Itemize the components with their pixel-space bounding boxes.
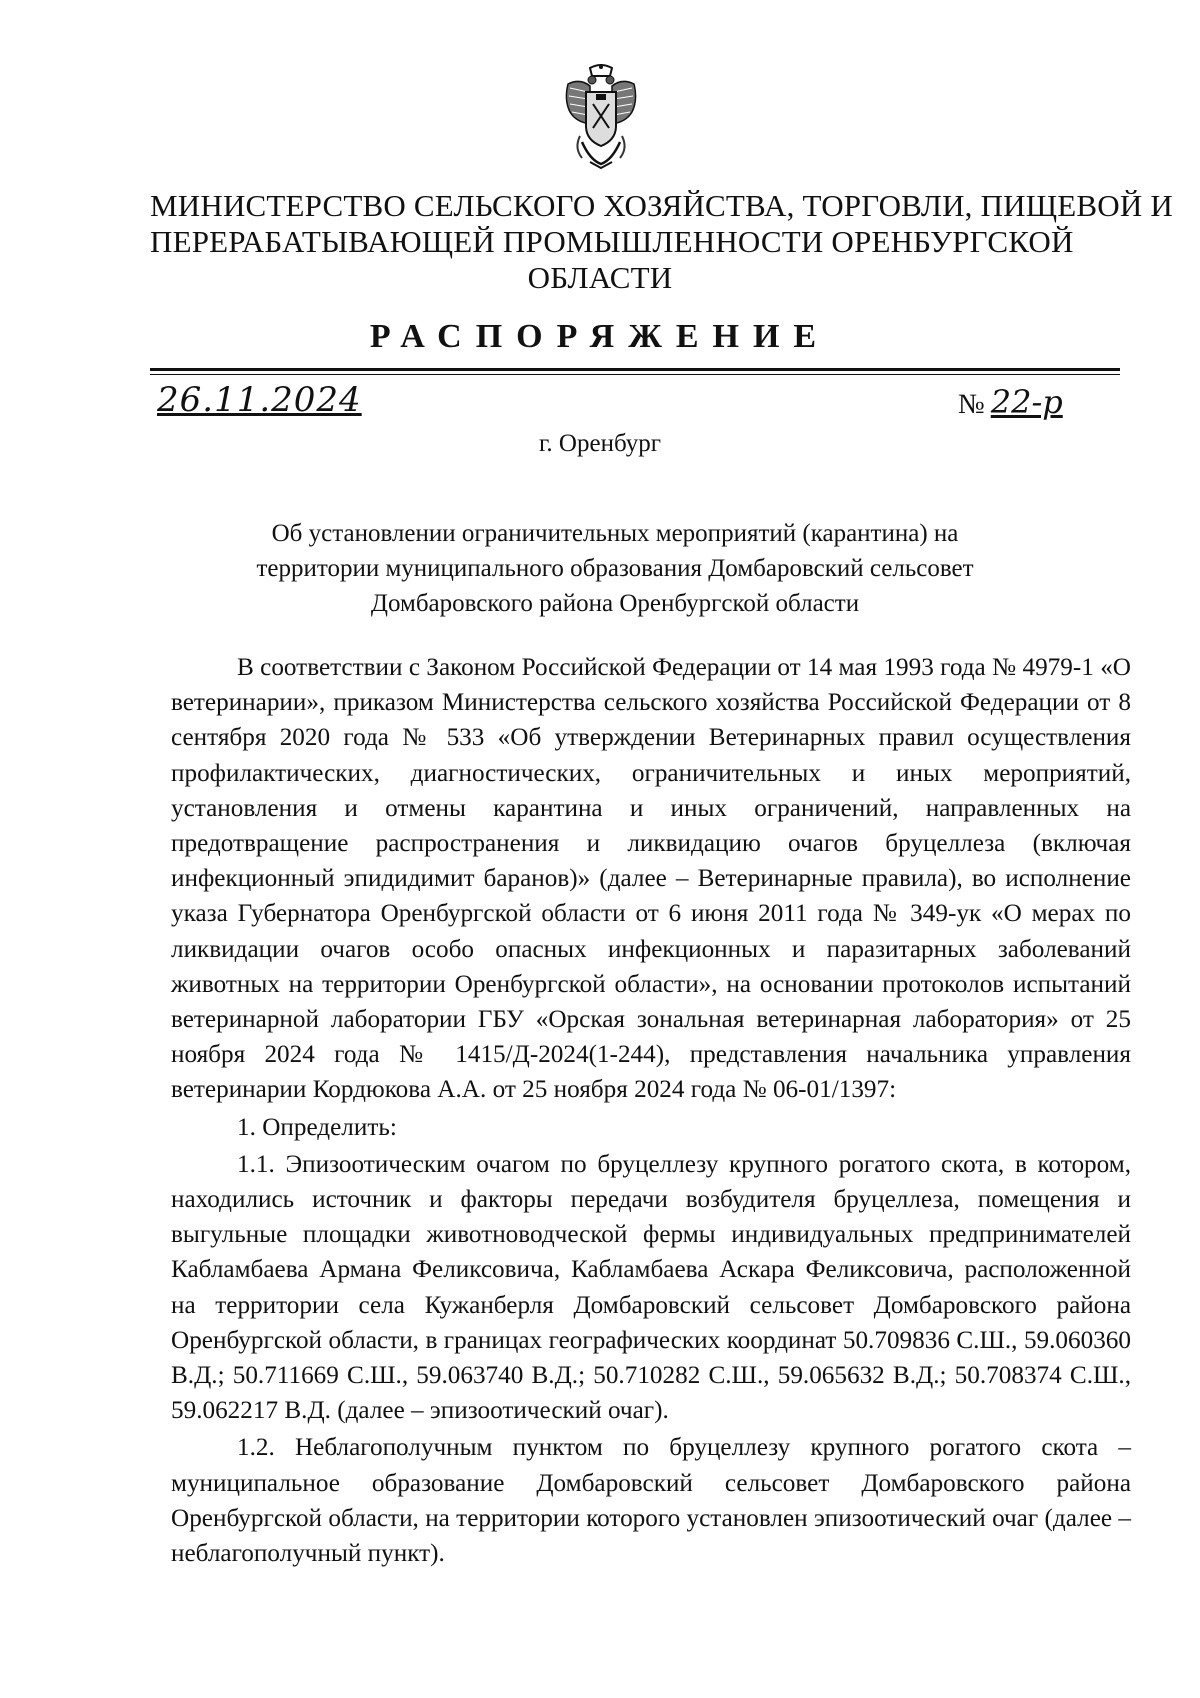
preamble-paragraph: В соответствии с Законом Российской Федерации от 14 мая 1993 года № 4979-1 «О ветеринарии», приказом Министерства сельского хозяйства Российской Федерации от 8 сентября 2020 года № 533 «Об утверждении Ветеринарных правил осуществления профилактических, диагностических, ограничительных и иных мероприятий, установления и отмены карантина и иных ограничений, направленных на предотвращение распространения и ликвидацию очагов бруцеллеза (включая инфекционный эпидидимит баранов)» (далее – Ветеринарные правила), во исполнение указа Губернатора Оренбургской области от 6 июня 2011 года № 349-ук «О мерах по ликвидации очагов особо опасных инфекционных и паразитарных заболеваний животных на территории Оренбургской области», на основании протоколов испытаний ветеринарной лаборатории ГБУ «Орская зональная ветеринарная лаборатория» от 25 ноября 2024 года № 1415/Д-2024(1-244), представления начальника управления ветеринарии Кордюкова А.А. от 25 ноября 2024 года № 06-01/1397: — [171, 654, 1131, 1104]
subject-line: Домбаровского района Оренбургской области — [370, 590, 860, 617]
ministry-line: ОБЛАСТИ — [527, 260, 673, 295]
subject-line: территории муниципального образования Домбаровский сельсовет — [256, 555, 974, 582]
document-number — [958, 383, 1063, 421]
document-subject — [200, 516, 1030, 621]
document-body — [171, 650, 1131, 1571]
ministry-line: МИНИСТЕРСТВО СЕЛЬСКОГО ХОЗЯЙСТВА, ТОРГОВЛИ, ПИЩЕВОЙ И — [150, 188, 1173, 223]
ministry-name — [150, 188, 1173, 296]
issue-city: г. Оренбург — [539, 430, 661, 457]
header-divider-thin — [150, 374, 1120, 375]
document-type: РАСПОРЯЖЕНИЕ — [369, 318, 831, 355]
header-divider — [150, 368, 1120, 371]
ministry-line: ПЕРЕРАБАТЫВАЮЩЕЙ ПРОМЫШЛЕННОСТИ ОРЕНБУРГСКОЙ — [150, 224, 1074, 259]
subject-line: Об установлении ограничительных мероприятий (карантина) на — [271, 520, 959, 547]
clause-1: 1. Определить: — [237, 1113, 397, 1141]
coat-of-arms-icon — [560, 64, 642, 170]
document-date: 26.11.2024 — [157, 380, 362, 420]
clause-1-2: 1.2. Неблагополучным пунктом по бруцеллезу крупного рогатого скота – муниципальное образование Домбаровский сельсовет Домбаровского района Оренбургской области, на территории которого установлен эпизоотический очаг (далее – неблагополучный пункт). — [171, 1434, 1131, 1568]
number-sign: № — [958, 389, 985, 420]
number-value: 22-р — [990, 383, 1063, 421]
clause-1-1: 1.1. Эпизоотическим очагом по бруцеллезу крупного рогатого скота, в котором, находились источник и факторы передачи возбудителя бруцеллеза, помещения и выгульные площадки животноводческой фермы индивидуальных предпринимателей Кабламбаева Армана Феликсовича, Кабламбаева Аскара Феликсовича, расположенной на территории села Кужанберля Домбаровский сельсовет Домбаровского района Оренбургской области, в границах географических координат 50.709836 С.Ш., 59.060360 В.Д.; 50.711669 С.Ш., 59.063740 В.Д.; 50.710282 С.Ш., 59.065632 В.Д.; 50.708374 С.Ш., 59.062217 В.Д. (далее – эпизоотический очаг). — [171, 1150, 1131, 1425]
